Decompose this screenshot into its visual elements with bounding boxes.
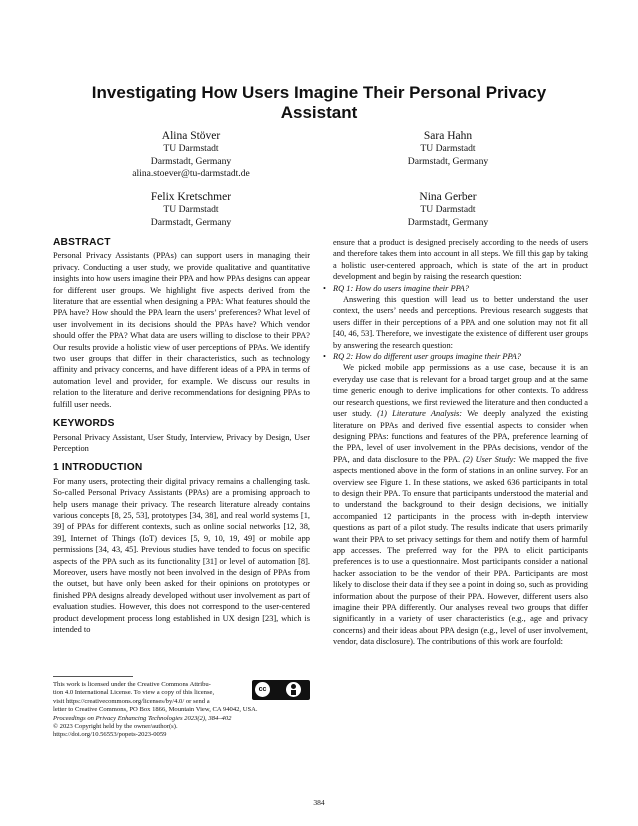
author-affiliation: TU Darmstadt: [420, 204, 476, 215]
keywords-heading: KEYWORDS: [53, 418, 115, 430]
footnote-divider: [53, 676, 133, 677]
author-affiliation: TU Darmstadt: [420, 143, 476, 154]
body-paragraph: ensure that a product is designed precisely according to the needs of users and therefore takes them into account in all steps. We fill this gap by taking a holistic user-centered approach, which is state of the art in product development and begin by raising the research question:: [333, 238, 588, 282]
cc-by-license-icon: cc: [252, 680, 310, 700]
research-question-1: • RQ 1: How do users imagine their PPA?: [333, 283, 588, 294]
author-name: Sara Hahn: [423, 130, 473, 142]
research-question-2: • RQ 2: How do different user groups imagine their PPA?: [333, 351, 588, 362]
author-block: [348, 129, 548, 168]
author-affiliation: TU Darmstadt: [163, 204, 219, 215]
paper-title: Investigating How Users Imagine Their Personal Privacy Assistant: [91, 83, 547, 122]
body-paragraph: We picked mobile app permissions as a use case, because it is an everyday use case that is relevant for a broad target group and at the same time generic enough to derive implications for other contexts. To address our research questions, we first reviewed the literature and then conducted a user study. (1) Literature Analysis: We deeply analyzed the existing literature on PPAs and derived five essential aspects to consider when designing PPAs: functions and features of the PPA, preference learning of the PPA, level of user involvement in the PPAs decisions, vendor of the PPA, and data disclosure to the PPA. (2) User Study: We mapped the five aspects mentioned above in the form of stations in an online survey. For an overview see Figure 1. In these stations, we asked 636 participants in total to design their PPA. To ensure that participants understood the material and to understand the background to their design decisions, we initially accompanied 12 participants in the process with in-depth interview questions as part of a pilot study. The results indicate that users primarily want their PPA to set privacy settings for them and notify them of harmful app accesses. The preferred way for the PPA to elicit participants preferences is to use a questionnaire. Most participants consider a national hacker association to be the vendor of their PPA. Participants are most likely to disclose their data if they see a point in doing so, such as providing information about the purpose of their PPA. However, different users also imagine their PPA differently. Our analyses reveal two groups that differ significantly in a variety of user characteristics (e.g., age and privacy concerns) and their ideas about PPA design (e.g., level of user involvement, vendor, data disclosure). The contributions of this work are fourfold:: [333, 363, 588, 647]
body-paragraph: Answering this question will lead us to better understand the user context, the users’ needs and perceptions. Previous research suggests that users differ in their perceptions of a PPA and one solution may not fit all [40, 46, 53]. Therefore, we investigate the existence of different user groups by answering the research question:: [333, 295, 588, 350]
page-number: 384: [313, 798, 325, 807]
author-name: Nina Gerber: [419, 191, 477, 203]
introduction-paragraph: For many users, protecting their digital privacy remains a challenging task. So-called Personal Privacy Assistants (PPAs) are a promising approach to help users manage their privacy. The research literature already contains various concepts [8, 25, 53], prototypes [34, 38], and real world systems [1, 39] of PPAs for different contexts, such as online social networks [12, 38, 39], Internet of Things (IoT) devices [5, 9, 10, 19, 49] or mobile app permissions [34, 43, 45]. Previous studies have tended to focus on specific aspects of the PPA such as its functionality [31] or level of automation [8]. Moreover, users have mostly not been involved in the design of PPAs from the outset, but have only been asked for their opinions on prototypes or finished PPA designs already developed without user involvement as part of evaluation studies. However, this does not correspond to the user-centered product development process long established in UX design [23], which is intended to: [53, 476, 310, 634]
keywords-text: Personal Privacy Assistant, User Study, Interview, Privacy by Design, User Perception: [53, 432, 310, 453]
author-block: [91, 129, 291, 181]
author-block: [348, 190, 548, 229]
introduction-heading: 1 INTRODUCTION: [53, 462, 143, 474]
author-affiliation: TU Darmstadt: [163, 143, 219, 154]
author-name: Alina Stöver: [161, 130, 221, 142]
author-location: Darmstadt, Germany: [407, 216, 489, 228]
author-location: Darmstadt, Germany: [407, 155, 489, 167]
left-column: [53, 237, 310, 635]
license-footnote: cc This work is licensed under the Creative Commons Attribu- tion 4.0 International License. To view a copy of this license, visit https://creativecommons.org/licenses/by/4.0/ or send a letter to Creative Commons, PO Box 1866, Mountain View, CA 94042, USA. Proceedings on Privacy Enhancing Technologies 2023(2), 384–402 © 2023 Copyright held by the owner/author(s). https://doi.org/10.56553/popets-2023-0059: [53, 676, 310, 740]
author-name: Felix Kretschmer: [150, 191, 232, 203]
author-email: alina.stoever@tu-darmstadt.de: [132, 168, 250, 179]
abstract-heading: ABSTRACT: [53, 237, 111, 248]
author-location: Darmstadt, Germany: [150, 155, 232, 167]
right-column: [333, 237, 588, 648]
author-block: [91, 190, 291, 229]
author-location: Darmstadt, Germany: [150, 216, 232, 228]
abstract-text: Personal Privacy Assistants (PPAs) can support users in managing their privacy. Conducting a user study, we provide qualitative and quantitative insights into how users imagine their PPA and how PPAs designs can appear for different user groups. We highlight five aspects derived from the literature that are essential when designing a PPA: What features should the PPA have? How should the PPA learn the users’ preferences? What level of user involvement in its decisions should the PPAs have? Which vendor should offer the PPA? What data are users willing to disclose to their PPA? Our results provide a holistic view of user perceptions of PPAs. We identify two user groups that differ in their characteristics, such as technology affinity and privacy concerns, and have different ideas of a PPA in terms of automation level and provider, for example. We discuss our results in relation to the literature and derive recommendations for designing PPAs to fulfill user needs.: [53, 251, 310, 409]
